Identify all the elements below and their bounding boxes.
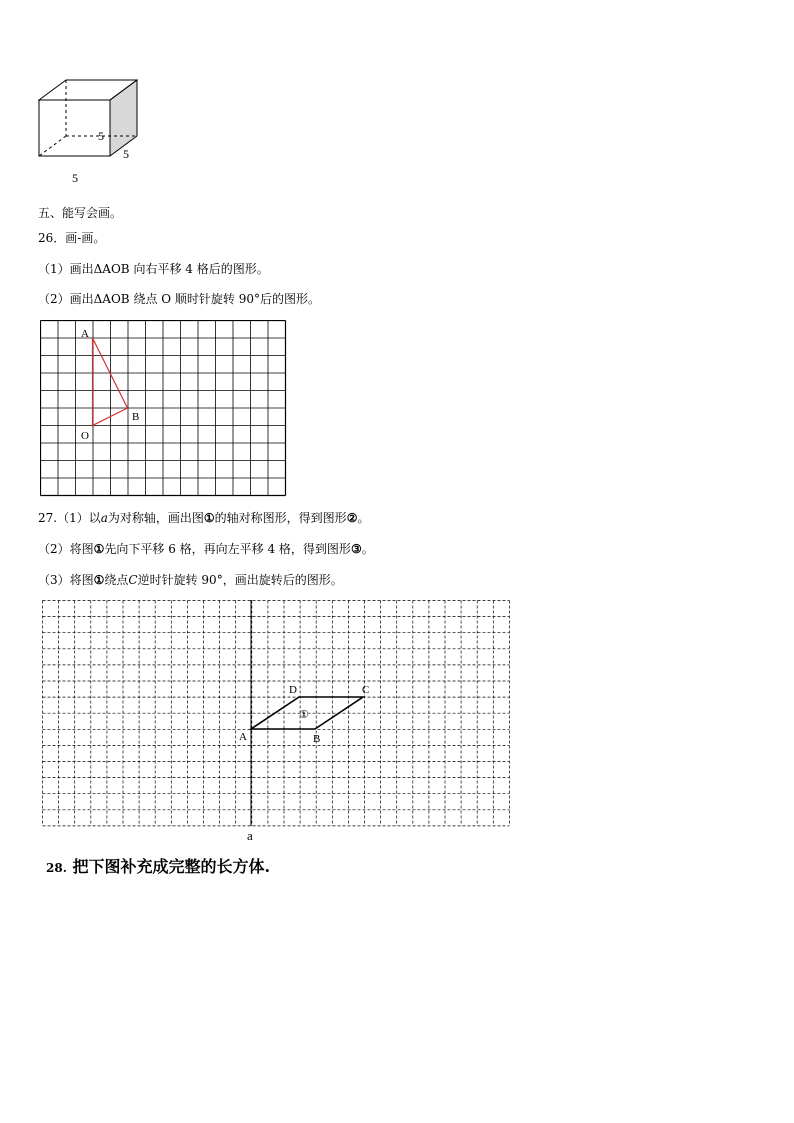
q27-part3-end: 逆时针旋转 90°，画出旋转后的图形。 — [137, 573, 343, 587]
triangle-aob — [93, 338, 128, 426]
q27-part2-mid: 先向下平移 6 格，再向左平移 4 格，得到图形 — [104, 542, 351, 556]
q27-part1-prefix: 27.（1）以 — [38, 511, 101, 525]
q27-circ2: ② — [346, 511, 358, 525]
q27-circ3: ③ — [350, 542, 362, 556]
point-b-label: B — [132, 411, 140, 423]
point-o-label: O — [81, 430, 89, 442]
q27-part3 — [38, 572, 343, 588]
q27-axis-var: a — [100, 511, 108, 525]
cube-hidden-edge — [39, 136, 66, 156]
q26-title: 26．画-画。 — [38, 231, 106, 245]
q27-grid-figure — [42, 600, 510, 845]
q27-part1-end: 。 — [357, 511, 370, 525]
point-d-label: D — [289, 684, 297, 696]
q28-text: 把下图补充成完整的长方体. — [72, 857, 271, 876]
cube-figure — [30, 72, 150, 190]
shape-one-label: ① — [299, 709, 309, 721]
q26-part1: （1）画出ΔAOB 向右平移 4 格后的图形。 — [38, 262, 269, 276]
q27-circ1: ① — [93, 573, 105, 587]
axis-a-label: a — [247, 828, 253, 843]
point-b-label: B — [313, 733, 321, 745]
q27-circ1: ① — [93, 542, 105, 556]
q27-part1-mid: 为对称轴，画出图 — [107, 511, 204, 525]
q27-part1 — [38, 510, 369, 526]
cube-label-depth: 5 — [123, 147, 129, 161]
point-c-label: C — [362, 684, 370, 696]
q27-part2-prefix: （2）将图 — [38, 542, 94, 556]
q27-part1-mid2: 的轴对称图形，得到图形 — [214, 511, 347, 525]
point-a-label: A — [239, 731, 247, 743]
q26-grid-figure — [40, 320, 287, 497]
q27-part2-end: 。 — [361, 542, 374, 556]
q28-number: 28. — [46, 861, 67, 875]
point-a-label: A — [81, 328, 89, 340]
q27-circ1: ① — [203, 511, 215, 525]
q27-part3-mid: 绕点 — [104, 573, 129, 587]
cube-label-width: 5 — [72, 171, 78, 185]
q27-part3-prefix: （3）将图 — [38, 573, 94, 587]
q27-point-var: C — [128, 573, 138, 587]
section-five-heading: 五、能写会画。 — [38, 206, 123, 220]
q27-part2 — [38, 541, 374, 557]
q26-part2: （2）画出ΔAOB 绕点 O 顺时针旋转 90°后的图形。 — [38, 292, 320, 306]
cube-label-height: 5 — [98, 129, 104, 143]
q28-line — [46, 857, 270, 878]
q26-grid — [41, 321, 286, 496]
